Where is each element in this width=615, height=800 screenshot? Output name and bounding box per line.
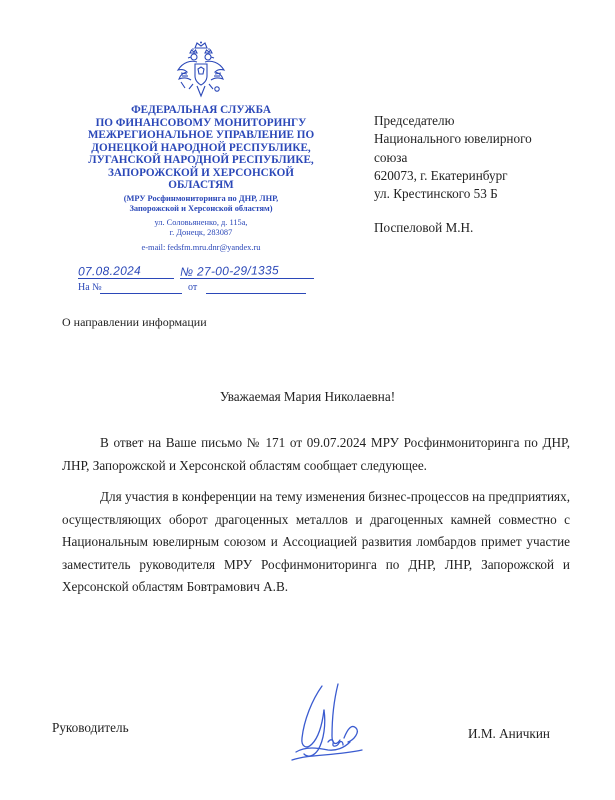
body-paragraph-1: В ответ на Ваше письмо № 171 от 09.07.2024 МРУ Росфинмониторинга по ДНР, ЛНР, Запорожской и Херсонской областям сообщает следующее. <box>62 435 570 473</box>
letter-body <box>62 432 570 608</box>
department-line3: ЛУГАНСКОЙ НАРОДНОЙ РЕСПУБЛИКЕ, <box>88 154 314 166</box>
addressee-organization: Национального ювелирного <box>374 131 532 147</box>
signatory-name: И.М. Аничкин <box>468 726 550 741</box>
short-name-line2: Запорожской и Херсонской областям) <box>129 203 273 213</box>
email: e-mail: fedsfm.mru.dnr@yandex.ru <box>141 242 261 252</box>
number-underline <box>180 278 314 279</box>
reference-line <box>78 282 318 296</box>
agency-name-line2: ПО ФИНАНСОВОМУ МОНИТОРИНГУ <box>95 116 307 129</box>
date-underline <box>78 278 174 279</box>
addressee-block <box>374 112 594 238</box>
letter-subject: О направлении информации <box>62 315 207 329</box>
addressee-city: 620073, г. Екатеринбург <box>374 167 508 183</box>
state-emblem-icon <box>173 40 229 102</box>
short-name-line1: (МРУ Росфинмониторинга по ДНР, ЛНР, <box>123 193 279 203</box>
address-line1: ул. Соловьяненко, д. 115а, <box>154 217 248 227</box>
department-line5: ОБЛАСТЯМ <box>168 179 234 191</box>
department-line1: МЕЖРЕГИОНАЛЬНОЕ УПРАВЛЕНИЕ ПО <box>87 129 315 141</box>
body-paragraph-2: Для участия в конференции на тему изменения бизнес-процессов на предприятиях, осуществляющих оборот драгоценных металлов и драгоценных камней совместно с Национальным ювелирным союзом и Ассоциацией развития ломбардов примет участие заместитель руководителя МРУ Росфинмониторинга по ДНР, ЛНР, Запорожской и Херсонской областям Бовтрамович А.В. <box>62 489 570 594</box>
letterhead <box>66 40 336 253</box>
agency-name-line1: ФЕДЕРАЛЬНАЯ СЛУЖБА <box>131 104 271 116</box>
reference-date-label: от <box>188 282 198 293</box>
department-line4: ЗАПОРОЖСКОЙ И ХЕРСОНСКОЙ <box>107 166 294 179</box>
addressee-title: Председателю <box>374 113 455 128</box>
salutation: Уважаемая Мария Николаевна! <box>219 389 396 404</box>
reference-number-blank <box>100 293 182 294</box>
reference-date-blank <box>206 293 306 294</box>
address-line2: г. Донецк, 283087 <box>169 228 233 237</box>
registration-date: 07.08.2024 <box>77 263 142 279</box>
department-line2: ДОНЕЦКОЙ НАРОДНОЙ РЕСПУБЛИКЕ, <box>91 141 311 154</box>
addressee-name: Поспеловой М.Н. <box>374 220 474 236</box>
registration-line <box>78 264 318 280</box>
addressee-organization-cont: союза <box>374 149 408 165</box>
reference-number-label: На № <box>78 282 102 293</box>
signatory-role: Руководитель <box>52 720 129 735</box>
signature-icon <box>282 680 374 766</box>
addressee-street: ул. Крестинского 53 Б <box>374 186 498 202</box>
registration-number: № 27-00-29/1335 <box>179 263 280 279</box>
